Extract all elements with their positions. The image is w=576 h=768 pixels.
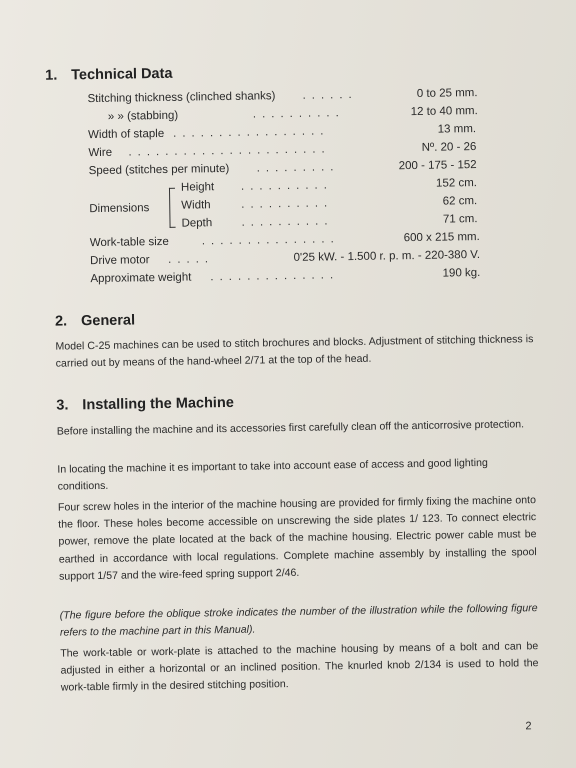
- leader-dots: .................: [173, 125, 330, 140]
- paragraph: Before installing the machine and its accessories first carefully clean off the anticorrosive protection.: [56, 418, 525, 438]
- dimension-row: [181, 213, 477, 234]
- spec-value: 12 to 40 mm.: [410, 105, 478, 119]
- section-heading-general: [55, 312, 135, 329]
- spec-label: Approximate weight: [90, 271, 192, 286]
- dimension-label: Depth: [181, 217, 213, 230]
- spec-value: 190 kg.: [442, 266, 481, 280]
- paragraph: Four screw holes in the interior of the machine housing are provided for firmly fixing the machine onto the floor. These holes become accessible on unscrewing the side plates 1/ 123. To connect electric power, remove the plate located at the back of the machine housing. Electric power cable must be earthed in accordance with local regulations. Complete machine assembly by installing the spool support 1/57 and the wire-feed spring support 2/46.: [57, 494, 537, 583]
- section-title: General: [80, 312, 136, 330]
- paragraph: The work-table or work-plate is attached to the machine housing by means of a bolt and can be adjusted in either a horizontal or an inclined position. The knurled knob 2/134 is used to hold the work-table firmly in the desired stitching position.: [60, 640, 539, 695]
- leader-dots: .....: [168, 253, 215, 266]
- spec-value: 0 to 25 mm.: [416, 87, 478, 100]
- leader-dots: ...............: [201, 233, 340, 248]
- spec-label: Speed (stitches per minute): [88, 162, 230, 178]
- spec-label: Stitching thickness (clinched shanks): [87, 90, 276, 106]
- page-number: 2: [525, 720, 532, 733]
- dimension-value: 152 cm.: [435, 177, 478, 190]
- spec-value: Nº. 20 - 26: [421, 141, 477, 154]
- leader-dots: ..........: [240, 179, 333, 193]
- leader-dots: ......................: [128, 143, 331, 159]
- spec-value: 200 - 175 - 152: [398, 159, 477, 173]
- dimension-label: Width: [181, 199, 211, 212]
- section-number: 3.: [56, 397, 69, 414]
- leader-dots: ..........: [241, 197, 334, 211]
- dimension-value: 62 cm.: [442, 195, 478, 208]
- parenthetical-note: (The figure before the oblique stroke indicates the number of the illustration while the following figure refers to the machine part in this Manual).: [59, 602, 538, 639]
- spec-row: [90, 267, 480, 289]
- leader-dots: ......: [302, 88, 358, 102]
- paragraph: In locating the machine it es important to take into account ease of access and good lighting conditions.: [57, 456, 488, 493]
- section-title: Installing the Machine: [82, 394, 234, 414]
- leader-dots: ..........: [252, 107, 345, 121]
- spec-label: Drive motor: [90, 254, 150, 268]
- spec-label: Wire: [88, 146, 113, 160]
- dimension-value: 71 cm.: [442, 213, 478, 226]
- dimensions-group: [89, 175, 478, 237]
- general-paragraph: Model C-25 machines can be used to stitch brochures and blocks. Adjustment of stitching thickness is carried out by means of the hand-wheel 2/71 at the top of the head.: [55, 333, 534, 370]
- spec-label: » » (stabbing): [107, 109, 179, 123]
- dimension-label: Height: [180, 181, 215, 194]
- section-number: 1.: [45, 67, 58, 84]
- section-heading-installing: [56, 395, 234, 414]
- section-heading-technical-data: [45, 66, 173, 84]
- dimensions-label: Dimensions: [89, 202, 150, 216]
- spec-label: Width of staple: [88, 127, 165, 142]
- leader-dots: .........: [256, 161, 340, 175]
- spec-value: 0'25 kW. - 1.500 r. p. m. - 220-380 V.: [293, 248, 481, 264]
- dimensions-bracket: [169, 188, 176, 228]
- spec-label: Work-table size: [89, 235, 169, 250]
- leader-dots: ..............: [210, 269, 340, 284]
- dimension-row: [181, 195, 477, 216]
- spec-value: 13 mm.: [437, 123, 477, 136]
- section-title: Technical Data: [71, 65, 173, 84]
- section-number: 2.: [54, 313, 68, 330]
- dimension-row: [181, 177, 477, 198]
- spec-value: 600 x 215 mm.: [403, 231, 480, 245]
- leader-dots: ..........: [241, 215, 334, 229]
